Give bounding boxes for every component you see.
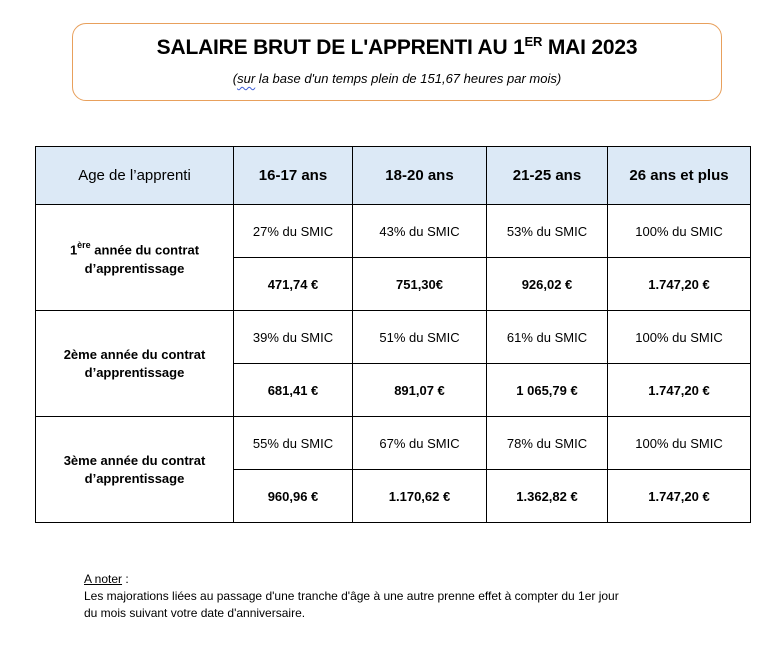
table-cell: 926,02 € (487, 258, 608, 311)
title-text-end: MAI 2023 (542, 36, 638, 59)
note-heading (84, 571, 619, 588)
subtitle-spellcheck-word: sur (237, 71, 256, 86)
table-cell: 1.362,82 € (487, 470, 608, 523)
note-title: A noter (84, 572, 123, 586)
title-text: SALAIRE BRUT DE L'APPRENTI AU 1 (156, 36, 525, 59)
table-cell: 67% du SMIC (353, 417, 487, 470)
table-row-year3-percent (36, 417, 751, 470)
table-cell: 78% du SMIC (487, 417, 608, 470)
table-cell: 27% du SMIC (234, 205, 353, 258)
table-cell: 751,30€ (353, 258, 487, 311)
note-title-suffix: : (122, 572, 129, 586)
table-cell: 1 065,79 € (487, 364, 608, 417)
row-label-prefix: 1 (69, 242, 78, 258)
table-cell: 100% du SMIC (608, 205, 751, 258)
table-cell: 1.747,20 € (608, 258, 751, 311)
note-line2: du mois suivant votre date d'anniversaire. (84, 606, 306, 620)
subtitle-open-paren: ( (232, 71, 238, 86)
column-header-21-25: 21-25 ans (487, 147, 608, 205)
row-label-year2 (36, 311, 234, 417)
subtitle-rest: la base d'un temps plein de 151,67 heures par mois) (255, 71, 562, 86)
column-header-26-plus: 26 ans et plus (608, 147, 751, 205)
column-header-16-17: 16-17 ans (234, 147, 353, 205)
table-cell: 681,41 € (234, 364, 353, 417)
table-row-year2-percent (36, 311, 751, 364)
table-cell: 53% du SMIC (487, 205, 608, 258)
table-cell: 61% du SMIC (487, 311, 608, 364)
table-cell: 39% du SMIC (234, 311, 353, 364)
table-row-year1-percent (36, 205, 751, 258)
table-cell: 1.747,20 € (608, 470, 751, 523)
table-cell: 1.747,20 € (608, 364, 751, 417)
row-label-line1: 2ème année du contrat (63, 346, 206, 362)
table-cell: 100% du SMIC (608, 311, 751, 364)
page-title (73, 36, 721, 60)
table-cell: 891,07 € (353, 364, 487, 417)
page-subtitle (73, 71, 721, 86)
table-cell: 1.170,62 € (353, 470, 487, 523)
table-cell: 55% du SMIC (234, 417, 353, 470)
title-box (72, 23, 722, 101)
row-label-line2: d’apprentissage (84, 364, 185, 380)
row-label-line2: d’apprentissage (84, 260, 185, 276)
table-header-row (36, 147, 751, 205)
column-header-18-20: 18-20 ans (353, 147, 487, 205)
row-label-line1: année du contrat (90, 242, 200, 258)
table-cell: 51% du SMIC (353, 311, 487, 364)
row-label-line1: 3ème année du contrat (63, 452, 206, 468)
table-cell: 100% du SMIC (608, 417, 751, 470)
row-label-line2: d’apprentissage (84, 470, 185, 486)
note-line1: Les majorations liées au passage d'une tranche d'âge à une autre prenne effet à compter du 1er jour (84, 589, 619, 603)
row-label-superscript: ère (77, 240, 91, 251)
note-block (84, 571, 619, 622)
table-cell: 960,96 € (234, 470, 353, 523)
row-label-year3 (36, 417, 234, 523)
table-cell: 471,74 € (234, 258, 353, 311)
row-label-year1 (36, 205, 234, 311)
salary-table (35, 146, 751, 523)
table-cell: 43% du SMIC (353, 205, 487, 258)
title-superscript: ER (524, 34, 543, 49)
column-header-age: Age de l’apprenti (36, 147, 234, 205)
